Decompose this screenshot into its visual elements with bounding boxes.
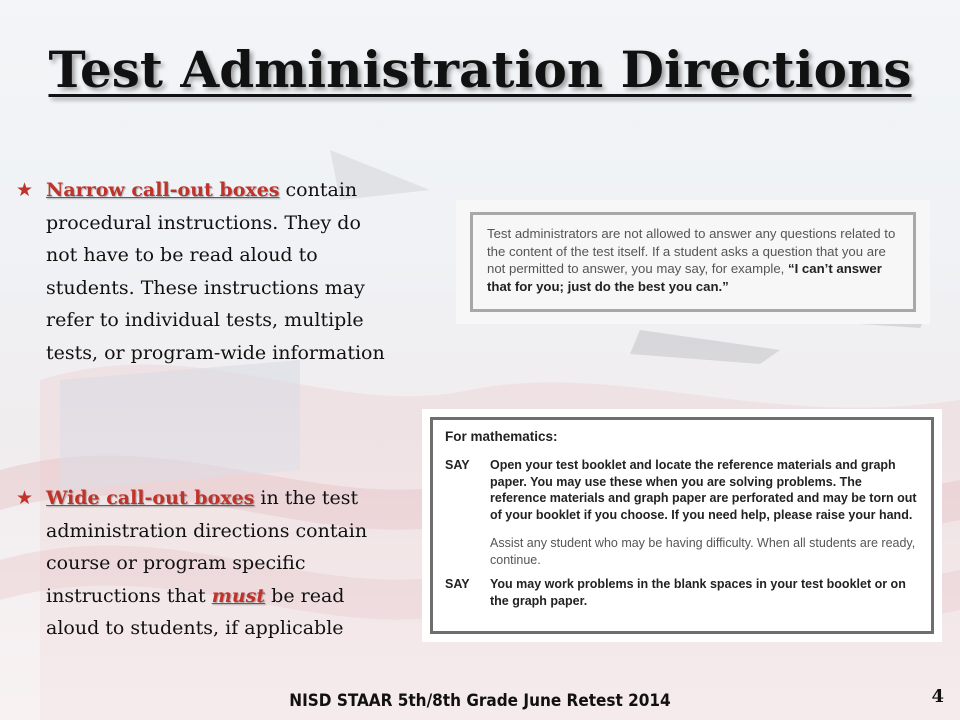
star-bullet-icon: ★ — [16, 179, 34, 201]
must-emphasis: must — [211, 584, 266, 607]
star-bullet-icon: ★ — [16, 487, 34, 509]
bullet-wide-callout — [16, 482, 396, 645]
say-row — [445, 457, 919, 523]
say-text: You may work problems in the blank spaces in your test booklet or on the graph paper. — [490, 577, 906, 608]
say-text: Open your test booklet and locate the reference materials and graph paper. You may use these when you are solving problems. The reference materials and graph paper are perforated and may be torn out of your booklet if you choose. If you need help, please raise your hand. — [490, 458, 917, 522]
page-number: 4 — [931, 686, 944, 707]
wide-callout-heading: For mathematics: — [445, 429, 558, 444]
say-row — [445, 576, 919, 609]
narrow-callout-text: Test administrators are not allowed to answer any questions related to the content of the test itself. If a student asks a question that you are not permitted to answer, you may say, for example, — [487, 226, 896, 276]
narrow-callout-example — [456, 200, 930, 324]
narrow-callout-quote: “I can’t answer that for you; just do the best you can.” — [487, 261, 882, 294]
slide-footer: NISD STAAR 5th/8th Grade June Retest 2014 — [289, 691, 671, 711]
narrow-callout-frame — [470, 212, 916, 312]
slide-title: Test Administration Directions — [48, 40, 912, 99]
wide-callout-example — [422, 409, 942, 642]
wide-callout-description-end: be read aloud to students, if applicable — [46, 584, 345, 639]
narrow-callout-description: contain procedural instructions. They do not have to be read aloud to students. These instructions may refer to individual tests, multiple tests, or program-wide information — [46, 179, 385, 364]
say-label: SAY — [445, 458, 470, 472]
wide-callout-description: in the test administration directions contain course or program specific instructions that — [46, 487, 368, 607]
wide-callout-frame — [430, 417, 934, 634]
bullet-narrow-callout — [16, 174, 396, 369]
narrow-callout-term: Narrow call-out boxes — [46, 179, 280, 201]
say-label: SAY — [445, 577, 470, 591]
wide-callout-term: Wide call-out boxes — [46, 487, 255, 509]
assist-note: Assist any student who may be having difficulty. When all students are ready, continue. — [490, 536, 916, 567]
